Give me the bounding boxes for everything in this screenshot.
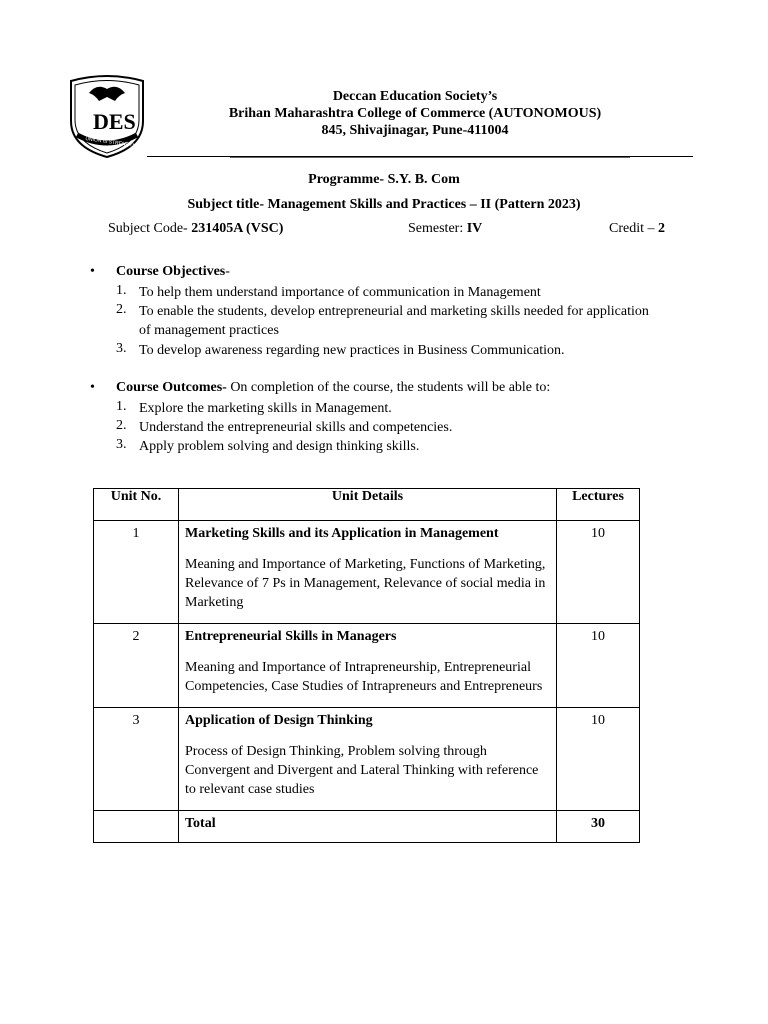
outcome-num: 3. <box>116 437 127 452</box>
unit-lectures: 10 <box>557 708 640 811</box>
header-lectures: Lectures <box>557 489 640 521</box>
unit-description: Process of Design Thinking, Problem solving through Convergent and Divergent and Lateral Thinking with reference to relevant case studies <box>185 744 539 797</box>
objective-item: To enable the students, develop entrepreneurial and marketing skills needed for application of management practices <box>139 304 649 338</box>
credit: Credit – 2 <box>609 221 665 236</box>
college-name: Brihan Maharashtra College of Commerce (AUTONOMOUS) <box>228 106 602 121</box>
objective-item: To develop awareness regarding new practices in Business Communication. <box>139 343 565 358</box>
units-table <box>93 488 640 843</box>
society-name: Deccan Education Society’s <box>332 89 498 104</box>
objective-num: 2. <box>116 302 127 317</box>
objectives-heading: Course Objectives- <box>116 264 230 279</box>
subject-code: Subject Code- 231405A (VSC) <box>108 221 284 236</box>
svg-text:DES: DES <box>93 109 136 134</box>
unit-title: Marketing Skills and its Application in Management <box>185 526 499 541</box>
bullet-icon: • <box>90 264 95 279</box>
college-address: 845, Shivajinagar, Pune-411004 <box>321 123 509 138</box>
unit-number: 3 <box>94 708 179 811</box>
semester: Semester: IV <box>408 221 483 236</box>
objective-num: 1. <box>116 283 127 298</box>
unit-number: 1 <box>94 521 179 624</box>
outcome-num: 2. <box>116 418 127 433</box>
outcome-num: 1. <box>116 399 127 414</box>
table-total-row <box>94 811 640 843</box>
table-header-row <box>94 489 640 521</box>
college-logo <box>63 73 151 159</box>
programme: Programme- S.Y. B. Com <box>308 172 460 187</box>
outcome-item: Apply problem solving and design thinking skills. <box>139 439 420 454</box>
unit-details <box>179 521 557 624</box>
objective-item: To help them understand importance of communication in Management <box>139 285 541 300</box>
outcomes-heading: Course Outcomes- On completion of the course, the students will be able to: <box>116 380 551 395</box>
subject-title: Subject title- Management Skills and Practices – II (Pattern 2023) <box>187 197 581 212</box>
table-row <box>94 708 640 811</box>
unit-title: Application of Design Thinking <box>185 713 373 728</box>
header-divider-accent <box>230 156 630 158</box>
table-row <box>94 624 640 708</box>
header-unit-no: Unit No. <box>94 489 179 521</box>
unit-description: Meaning and Importance of Intrapreneurship, Entrepreneurial Competencies, Case Studies of Intrapreneurs and Entrepreneurs <box>185 660 543 694</box>
logo-motto: UNION IS STRENGTH <box>84 135 137 150</box>
unit-description: Meaning and Importance of Marketing, Functions of Marketing, Relevance of 7 Ps in Management, Relevance of social media in Marketing <box>185 557 546 610</box>
unit-number: 2 <box>94 624 179 708</box>
table-row <box>94 521 640 624</box>
unit-details <box>179 624 557 708</box>
unit-lectures: 10 <box>557 521 640 624</box>
total-lectures: 30 <box>557 811 640 843</box>
bullet-icon: • <box>90 380 95 395</box>
objective-num: 3. <box>116 341 127 356</box>
unit-lectures: 10 <box>557 624 640 708</box>
unit-title: Entrepreneurial Skills in Managers <box>185 629 397 644</box>
total-label: Total <box>179 811 557 843</box>
unit-details <box>179 708 557 811</box>
outcome-item: Explore the marketing skills in Management. <box>139 401 392 416</box>
total-empty-cell <box>94 811 179 843</box>
header-unit-details: Unit Details <box>179 489 557 521</box>
outcome-item: Understand the entrepreneurial skills and competencies. <box>139 420 453 435</box>
